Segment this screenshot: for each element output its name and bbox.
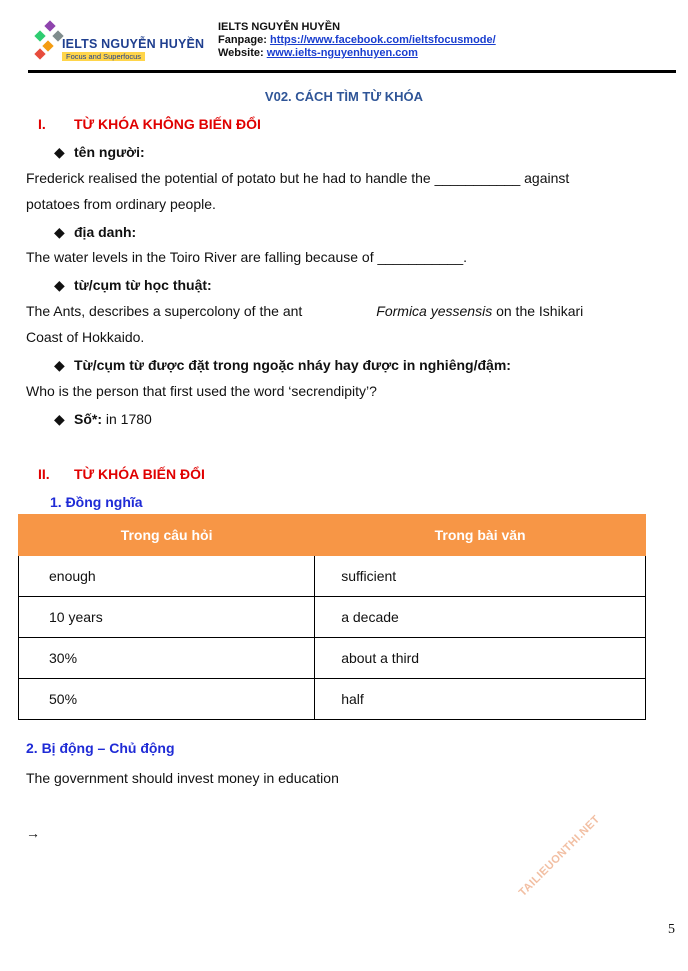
bullet-text: in 1780	[102, 411, 152, 427]
example-line: Who is the person that first used the word ‘secrendipity’?	[26, 383, 377, 399]
table-row	[19, 556, 646, 597]
example-line: potatoes from ordinary people.	[26, 196, 216, 212]
bullet-label: từ/cụm từ học thuật:	[74, 277, 212, 293]
table-header-row	[19, 515, 646, 556]
species-name: Formica yessensis	[376, 303, 493, 319]
right-arrow-icon: →	[26, 825, 40, 841]
table-cell: a decade	[315, 597, 646, 638]
example-paragraph	[26, 165, 656, 217]
website-line	[218, 47, 496, 60]
bullet-item	[54, 224, 136, 241]
table-row	[19, 638, 646, 679]
answer-line	[26, 820, 656, 846]
bullet-item	[54, 144, 145, 161]
example-line	[26, 298, 656, 324]
example-paragraph	[26, 298, 656, 350]
diamond-bullet-icon: ◆	[54, 277, 65, 293]
table-cell: 30%	[19, 638, 315, 679]
diamond-bullet-icon: ◆	[54, 224, 65, 240]
bullet-label: tên người:	[74, 144, 145, 160]
diamond-bullet-icon: ◆	[54, 357, 65, 373]
example-line: The water levels in the Toiro River are falling because of ___________.	[26, 249, 468, 265]
table-cell: enough	[19, 556, 315, 597]
fanpage-label: Fanpage:	[218, 34, 267, 46]
website-label: Website:	[218, 47, 264, 59]
bullet-item	[54, 411, 152, 428]
logo-name: IELTS NGUYỄN HUYỀN	[62, 37, 205, 51]
bullet-label: địa danh:	[74, 224, 137, 240]
section-1-title: TỪ KHÓA KHÔNG BIẾN ĐỔI	[74, 116, 261, 132]
bullet-label: Từ/cụm từ được đặt trong ngoặc nháy hay được in nghiêng/đậm:	[74, 357, 511, 373]
page-header	[28, 16, 676, 72]
example-text: on the Ishikari	[496, 303, 584, 319]
page-number: 5	[668, 922, 675, 937]
voice-example	[26, 765, 656, 791]
diamond-bullet-icon: ◆	[54, 411, 65, 427]
subsection-synonyms: 1. Đồng nghĩa	[50, 494, 143, 510]
section-2-number: II.	[38, 466, 50, 482]
bullet-item	[54, 357, 511, 374]
bullet-item	[54, 277, 212, 294]
header-info	[218, 21, 496, 60]
bullet-label: Số*:	[74, 411, 102, 427]
website-link[interactable]: www.ielts-nguyenhuyen.com	[266, 47, 418, 59]
logo-tagline: Focus and Superfocus	[62, 52, 145, 61]
section-1-number: I.	[38, 116, 46, 132]
org-name: IELTS NGUYỄN HUYỀN	[218, 21, 341, 33]
table-row	[19, 597, 646, 638]
example-line: Frederick realised the potential of potato but he had to handle the ___________ against	[26, 170, 570, 186]
table-cell: half	[315, 679, 646, 720]
document-title: V02. CÁCH TÌM TỪ KHÓA	[264, 89, 424, 104]
table-cell: about a third	[315, 638, 646, 679]
fanpage-line	[218, 34, 496, 47]
table-cell: sufficient	[315, 556, 646, 597]
example-paragraph	[26, 244, 656, 270]
example-paragraph	[26, 378, 656, 404]
table-cell: 10 years	[19, 597, 315, 638]
watermark: TAILIEUONTHI.NET	[516, 813, 603, 899]
table-header: Trong câu hỏi	[19, 515, 315, 556]
table-cell: 50%	[19, 679, 315, 720]
example-line: Coast of Hokkaido.	[26, 329, 145, 345]
diamond-bullet-icon: ◆	[54, 144, 65, 160]
example-line: The government should invest money in education	[26, 770, 339, 786]
fanpage-link[interactable]: https://www.facebook.com/ieltsfocusmode/	[269, 34, 496, 46]
logo	[28, 16, 208, 68]
subsection-voice: 2. Bị động – Chủ động	[26, 740, 175, 756]
header-divider	[28, 70, 676, 73]
section-2-title: TỪ KHÓA BIẾN ĐỔI	[74, 466, 205, 482]
table-row	[19, 679, 646, 720]
section-2-heading	[38, 466, 205, 482]
section-1-heading	[38, 116, 261, 132]
example-text: The Ants, describes a supercolony of the ant	[26, 303, 303, 319]
synonym-table	[18, 514, 646, 720]
table-header: Trong bài văn	[315, 515, 646, 556]
